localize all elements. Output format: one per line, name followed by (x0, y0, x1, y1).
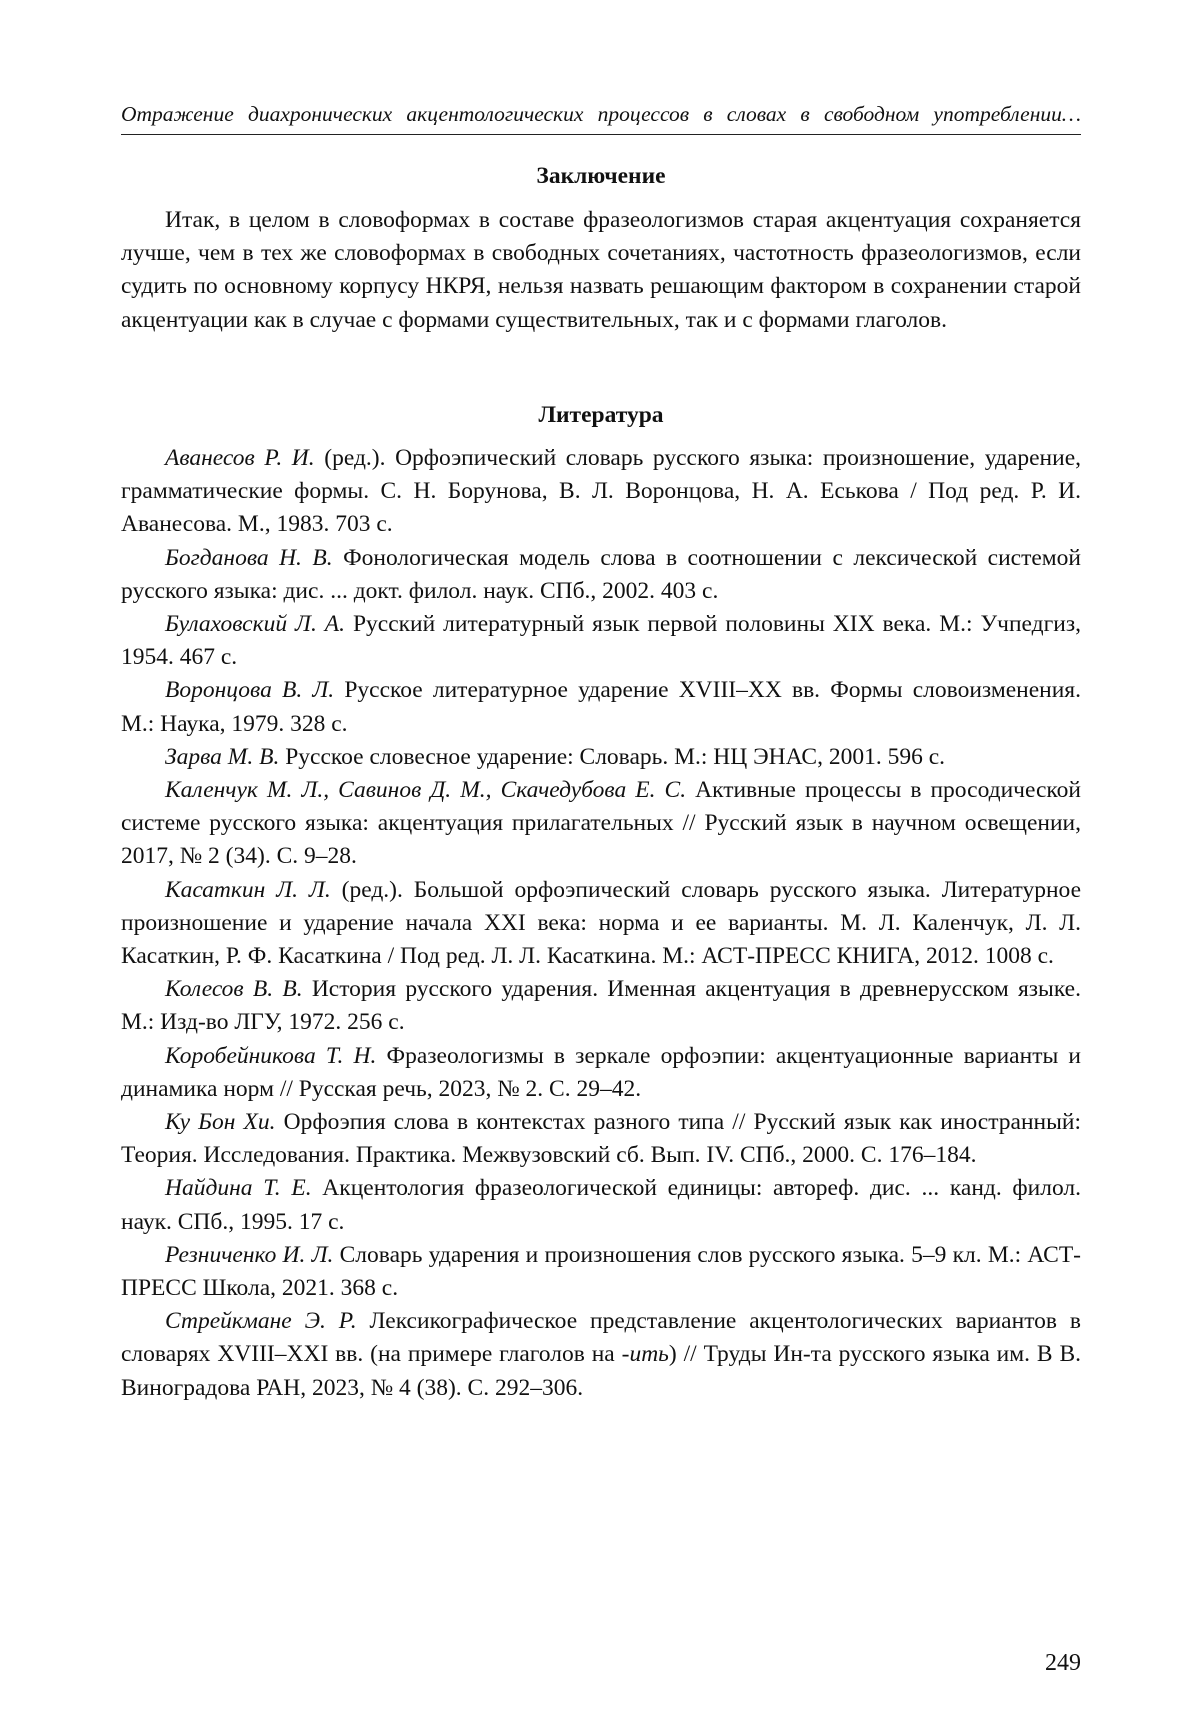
reference-item (121, 1239, 1081, 1305)
reference-item (121, 1040, 1081, 1106)
reference-author: Булаховский Л. А. (165, 611, 345, 638)
reference-text: Русский литературный язык первой половины XIX века. М.: Учпедгиз, 1954. 467 с. (121, 611, 1081, 671)
reference-author: Богданова Н. В. (165, 544, 333, 571)
reference-author: Каленчук М. Л., Савинов Д. М., Скачедубова Е. С. (165, 777, 687, 804)
reference-text: Фонологическая модель слова в соотношении с лексической системой русского языка: дис. ... докт. филол. наук. СПб., 2002. 403 с. (121, 544, 1081, 604)
reference-emphasis: -ить (621, 1341, 669, 1368)
reference-text: История русского ударения. Именная акцентуация в древнерусском языке. М.: Изд-во ЛГУ, 1972. 256 с. (121, 976, 1081, 1036)
reference-text: Русское литературное ударение XVIII–XX вв. Формы словоизменения. М.: Наука, 1979. 328 с. (121, 677, 1081, 737)
references-list (121, 442, 1081, 1405)
reference-item (121, 1106, 1081, 1172)
reference-item (121, 674, 1081, 740)
conclusion-heading: Заключение (536, 163, 666, 189)
reference-text: Фразеологизмы в зеркале орфоэпии: акцентуационные варианты и динамика норм // Русская речь, 2023, № 2. С. 29–42. (121, 1042, 1081, 1102)
reference-author: Воронцова В. Л. (165, 677, 335, 704)
reference-text-tail: ) // Труды Ин-та русского языка им. В В. Виноградова РАН, 2023, № 4 (38). С. 292–306. (121, 1341, 1081, 1401)
reference-text: Русское словесное ударение: Словарь. М.: НЦ ЭНАС, 2001. 596 с. (279, 743, 946, 770)
reference-author: Аванесов Р. И. (165, 445, 315, 471)
running-header: Отражение диахронических акцентологических процессов в словах в свободном употреблении… (121, 100, 1081, 135)
reference-author: Касаткин Л. Л. (165, 876, 331, 903)
reference-author: Стрейкмане Э. Р. (165, 1308, 357, 1335)
reference-item (121, 741, 1081, 774)
reference-author: Резниченко И. Л. (165, 1241, 334, 1268)
reference-item (121, 1172, 1081, 1238)
reference-text: Словарь ударения и произношения слов русского языка. 5–9 кл. М.: АСТ-ПРЕСС Школа, 2021. 368 с. (121, 1241, 1081, 1302)
reference-item (121, 973, 1081, 1039)
reference-author: Коробейникова Т. Н. (165, 1042, 377, 1069)
reference-author: Ку Бон Хи. (165, 1109, 276, 1136)
reference-item (121, 542, 1081, 608)
reference-author: Колесов В. В. (165, 976, 303, 1003)
reference-text: Орфоэпия слова в контекстах разного типа // Русский язык как иностранный: Теория. Исследования. Практика. Межвузовский сб. Вып. IV. СПб., 2000. С. 176–184. (121, 1109, 1081, 1169)
reference-text: Лексикографическое представление акцентологических вариантов в словарях XVIII–XXI вв. (на примере глаголов на (121, 1308, 1081, 1368)
references-heading: Литература (538, 402, 664, 428)
reference-text: (ред.). Большой орфоэпический словарь русского языка. Литературное произношение и ударение начала XXI века: норма и ее варианты. М. Л. Каленчук, Л. Л. Касаткин, Р. Ф. Касаткина / Под ред. Л. Л. Касаткина. М.: АСТ-ПРЕСС КНИГА, 2012. 1008 с. (121, 876, 1081, 970)
reference-item (121, 608, 1081, 674)
page-number: 249 (1045, 1650, 1081, 1676)
reference-author: Найдина Т. Е. (165, 1175, 312, 1202)
reference-item (121, 442, 1081, 542)
conclusion-paragraph: Итак, в целом в словоформах в составе фразеологизмов старая акцентуация сохраняется лучше, чем в тех же словоформах в свободных сочетаниях, частотность фразеологизмов, если судить по основному корпусу НКРЯ, нельзя назвать решающим фактором в сохранении старой акцентуации как в случае с формами существительных, так и с формами глаголов. (121, 207, 1081, 333)
reference-text: Акцентология фразеологической единицы: автореф. дис. ... канд. филол. наук. СПб., 1995. 17 с. (121, 1175, 1081, 1235)
reference-item (121, 774, 1081, 874)
reference-author: Зарва М. В. (165, 743, 280, 770)
reference-text: Активные процессы в просодической системе русского языка: акцентуация прилагательных // Русский язык в научном освещении, 2017, № 2 (34). С. 9–28. (121, 777, 1081, 870)
reference-text: (ред.). Орфоэпический словарь русского языка: произношение, ударение, грамматические формы. С. Н. Борунова, В. Л. Воронцова, Н. А. Еськова / Под ред. Р. И. Аванесова. М., 1983. 703 с. (121, 445, 1081, 538)
reference-item (121, 874, 1081, 974)
reference-item (121, 1305, 1081, 1405)
